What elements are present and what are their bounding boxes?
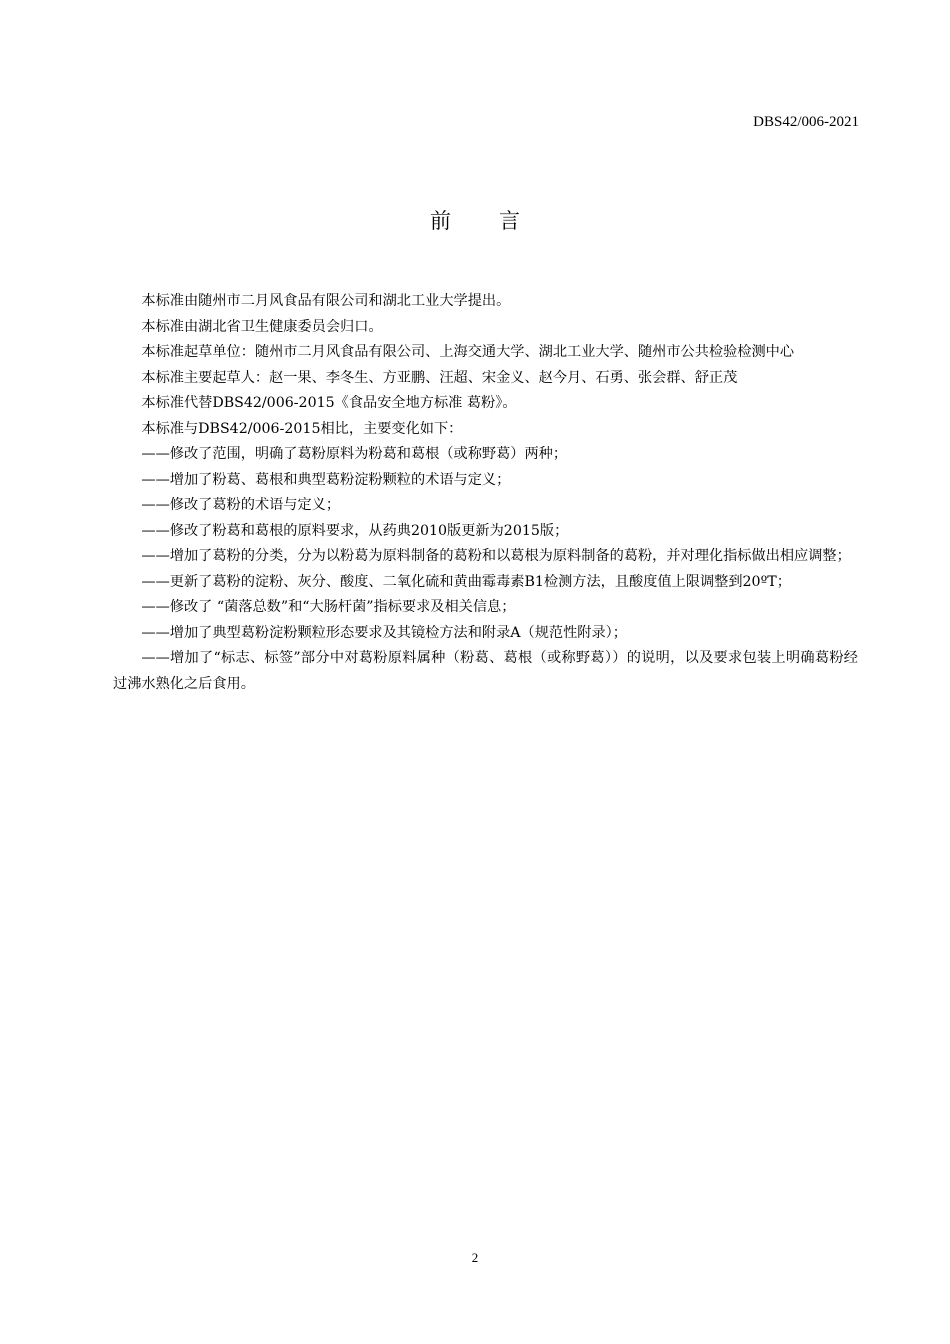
change-item: ——更新了葛粉的淀粉、灰分、酸度、二氧化硫和黄曲霉毒素B1检测方法，且酸度值上限调整到20ºT； (141, 573, 791, 590)
paragraph-changes-intro: 本标准与DBS42/006-2015相比，主要变化如下： (141, 420, 463, 437)
change-item: ——修改了粉葛和葛根的原料要求，从药典2010版更新为2015版； (141, 522, 569, 539)
change-item: ——增加了典型葛粉淀粉颗粒形态要求及其镜检方法和附录A（规范性附录）； (141, 624, 627, 641)
change-item: ——增加了葛粉的分类，分为以粉葛为原料制备的葛粉和以葛根为原料制备的葛粉，并对理化指标做出相应调整； (141, 548, 851, 564)
change-item: ——增加了“标志、标签”部分中对葛粉原料属种（粉葛、葛根（或称野葛））的说明，以及要求包装上明确葛粉经过沸水熟化之后食用。 (113, 650, 858, 692)
paragraph-drafting-units: 本标准起草单位：随州市二月风食品有限公司、上海交通大学、湖北工业大学、随州市公共检验检测中心 (141, 344, 795, 360)
foreword-body (113, 289, 858, 697)
change-item: ——修改了范围，明确了葛粉原料为粉葛和葛根（或称野葛）两种； (141, 446, 568, 462)
title-part-2: 言 (499, 209, 520, 233)
title-part-1: 前 (430, 209, 451, 233)
paragraph-proposer: 本标准由随州市二月风食品有限公司和湖北工业大学提出。 (141, 293, 511, 309)
page-title (0, 205, 950, 235)
paragraph-administrator: 本标准由湖北省卫生健康委员会归口。 (141, 318, 383, 335)
change-item: ——修改了葛粉的术语与定义； (141, 497, 341, 513)
page-number: 2 (471, 1250, 479, 1265)
change-item: ——修改了 “菌落总数”和“大肠杆菌”指标要求及相关信息； (141, 599, 516, 615)
paragraph-replaces: 本标准代替DBS42/006-2015《食品安全地方标准 葛粉》。 (141, 395, 517, 411)
document-code: DBS42/006-2021 (753, 114, 859, 130)
paragraph-drafters: 本标准主要起草人：赵一果、李冬生、方亚鹏、汪超、宋金义、赵今月、石勇、张会群、舒正茂 (141, 369, 738, 386)
change-item: ——增加了粉葛、葛根和典型葛粉淀粉颗粒的术语与定义； (141, 471, 511, 488)
